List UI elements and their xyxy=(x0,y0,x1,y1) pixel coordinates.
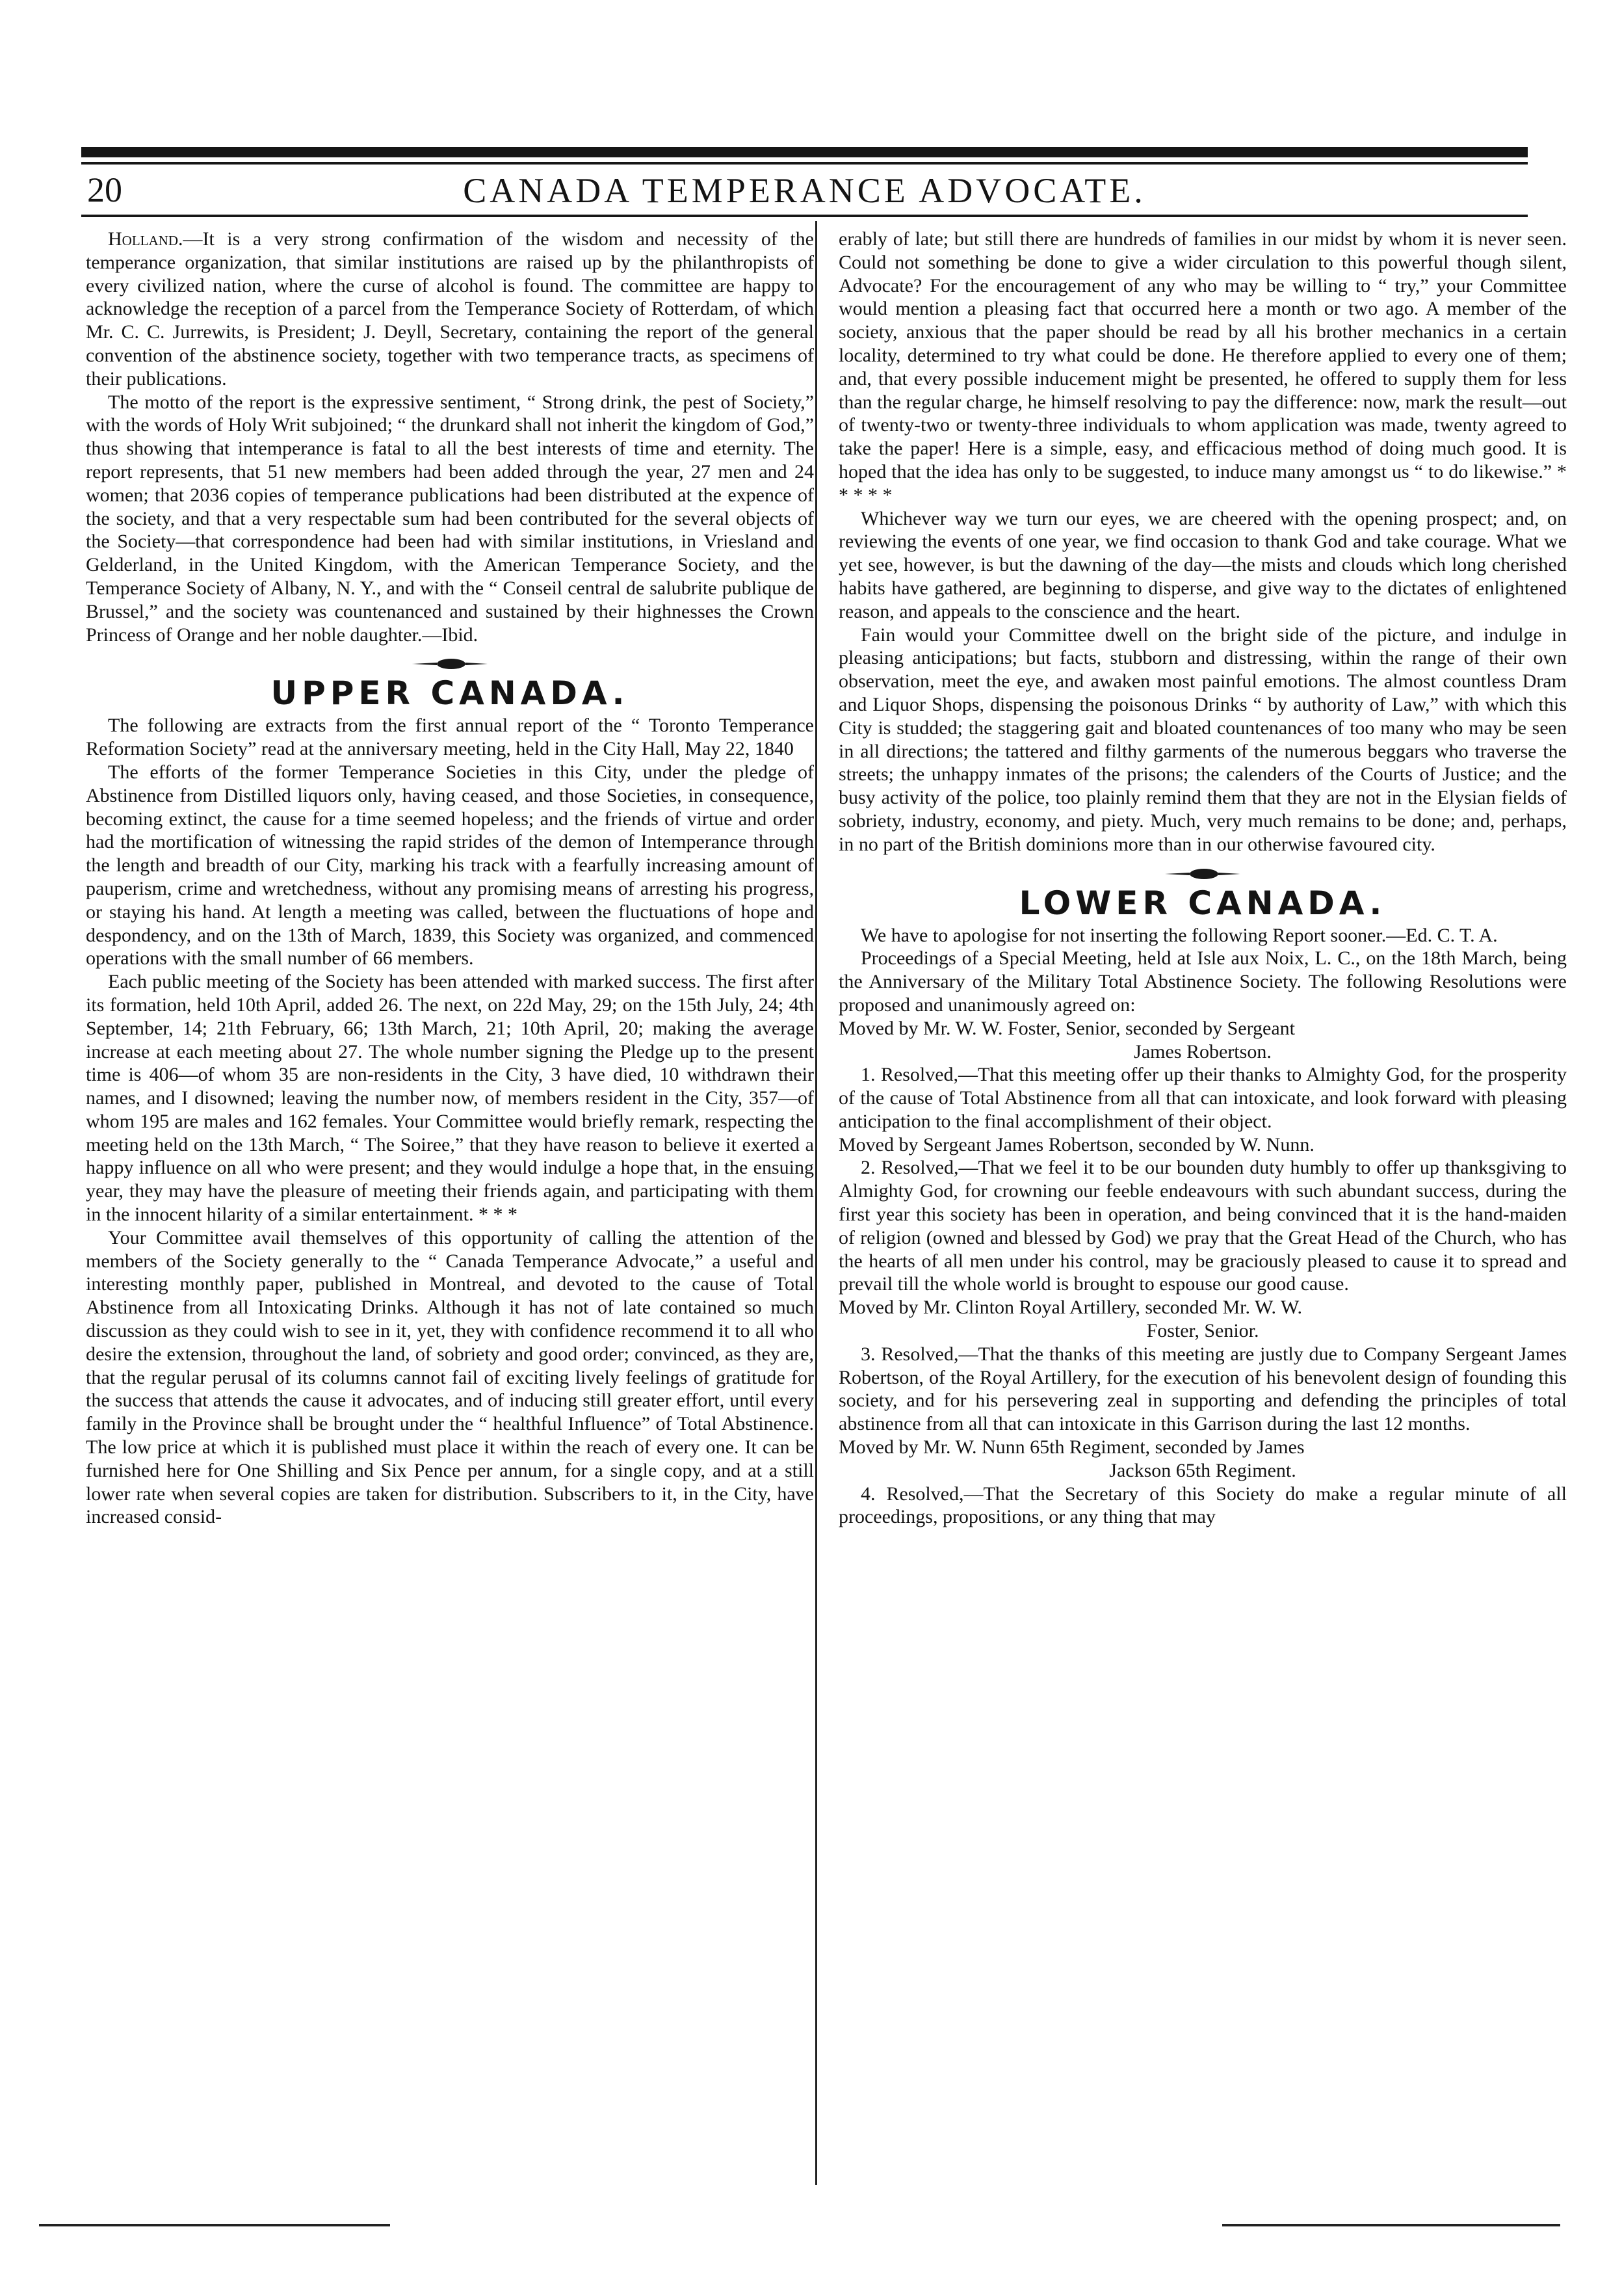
top-thick-rule xyxy=(81,147,1528,157)
motion-line: Moved by Sergeant James Robertson, seconded by W. Nunn. xyxy=(839,1133,1315,1155)
section-heading: LOWER CANADA. xyxy=(1019,884,1387,922)
motion-line: Moved by Mr. W. Nunn 65th Regiment, seconded by James xyxy=(839,1436,1305,1458)
article-paragraph: Fain would your Committee dwell on the bright side of the picture, and indulge in pleasing anticipations; but facts, stubborn and distressing, within the range of their own observation, meet the eye, and awaken most painful emotions. The almost countless Dram and Liquor Shops, dispensing the poisonous Drinks “ by authority of Law,” with which this City is studded; the staggering gait and bloated countenances of too many who may be seen in all directions; the tattered and filthy garments of the numerous beggars who traverse the streets; the unhappy inmates of the prisons; the calenders of the Courts of Justice; and the busy activity of the police, too plainly remind them that they are not in the Elysian fields of sobriety, industry, economy, and piety. Much, very much remains to be done; and, perhaps, in no part of the British dominions more than in our otherwise favoured city. xyxy=(839,624,1567,855)
article-paragraph: Whichever way we turn our eyes, we are cheered with the opening prospect; and, on reviewing the events of one year, we find occasion to thank God and take courage. What we yet see, however, is but the dawning of the day—the mists and clouds which long cherished habits have gathered, are beginning to disperse, and give way to the dictates of enlightened reason, and appeals to the conscience and the heart. xyxy=(839,507,1567,622)
right-column xyxy=(839,228,1567,1529)
top-thin-rule xyxy=(81,162,1528,165)
motion-line: James Robertson. xyxy=(1134,1040,1272,1062)
article-paragraph: The efforts of the former Temperance Societies in this City, under the pledge of Abstinence from Distilled liquors only, having ceased, and those Societies, in consequence, becoming extinct, the cause for a time seemed hopeless; and the friends of virtue and order had the mortification of witnessing the rapid strides of the demon of Intemperance through the length and breadth of our City, marking his track with a fearfully increasing amount of pauperism, crime and wretchedness, without any promising means of arresting his progress, or staying his hand. At length a meeting was called, between the fluctuations of hope and despondency, and on the 13th of March, 1839, this Society was organized, and commenced operations with the small number of 66 members. xyxy=(86,761,814,970)
resolution: 4. Resolved,—That the Secretary of this Society do make a regular minute of all proceedings, propositions, or any thing that may xyxy=(839,1483,1567,1528)
article-lead: Holland. xyxy=(108,228,183,250)
motion-line: Moved by Mr. Clinton Royal Artillery, seconded Mr. W. W. xyxy=(839,1297,1303,1319)
resolution: 2. Resolved,—That we feel it to be our bounden duty humbly to offer up thanksgiving to Almighty God, for crowning our feeble endeavours with such abundant success, during the first year this society has been in operation, and being convinced that it is the hand-maiden of religion (owned and blessed by God) we pray that the Great Head of the Church, who has the hearts of all men under his control, may be graciously pleased to cause it to spread and prevail till the whole world is brought to espouse our good cause. xyxy=(839,1157,1567,1295)
motion-line: Foster, Senior. xyxy=(1146,1320,1259,1342)
masthead-title: CANADA TEMPERANCE ADVOCATE. xyxy=(463,171,1146,210)
resolution: 3. Resolved,—That the thanks of this meeting are justly due to Company Sergeant James Robertson, of the Royal Artillery, for the execution of his benevolent design of founding this society, and for his persevering zeal in supporting and defending the principles of total abstinence from all that can intoxicate in this Garrison during the last 12 months. xyxy=(839,1343,1567,1435)
article-paragraph: erably of late; but still there are hundreds of families in our midst by whom it is never seen. Could not something be done to give a wider circulation to this powerful though silent, Advocate? For the encouragement of any who may be willing to “ try,” your Committee would mention a pleasing fact that occurred here a month or two ago. A member of the society, anxious that the paper should be read by all his brother mechanics in a certain locality, determined to try what could be done. He therefore applied to every one of them; and, that every possible inducement might be presented, he offered to supply them for less than the regular charge, he himself resolving to pay the difference: now, mark the result—out of twenty-two or twenty-three individuals to whom application was made, twenty agreed to take the paper! Here is a simple, easy, and efficacious method of doing much good. It is hoped that the idea has only to be suggested, to induce many amongst us “ to do likewise.” * * * * * xyxy=(839,228,1567,506)
article-paragraph: The following are extracts from the first annual report of the “ Toronto Temperance Reformation Society” read at the anniversary meeting, held in the City Hall, May 22, 1840 xyxy=(86,715,814,760)
resolution: 1. Resolved,—That this meeting offer up their thanks to Almighty God, for the prosperity of the cause of Total Abstinence from all that can intoxicate, and look forward with pleasing anticipation to the final accomplishment of their object. xyxy=(839,1064,1567,1132)
article-paragraph: Each public meeting of the Society has been attended with marked success. The first after its formation, held 10th April, added 26. The next, on 22d May, 29; on the 15th July, 24; 4th September, 14; 21th February, 66; 13th March, 21; 10th April, 20; making the average increase at each meeting about 27. The whole number signing the Pledge up to the present time is 406—of whom 35 are non-residents in the City, 3 have died, 10 withdrawn their names, and I disowned; leaving the number now, of members resident in the City, 357—of whom 195 are males and 162 females. Your Committee would briefly remark, respecting the meeting held on the 13th March, “ The Soiree,” that they have reason to believe it exerted a happy influence on all who were present; and they would indulge a hope that, in the ensuing year, they may have the pleasure of meeting their friends again, and participating with them in the innocent hilarity of a similar entertainment. * * * xyxy=(86,971,814,1226)
page-number: 20 xyxy=(87,170,122,209)
editor-note: We have to apologise for not inserting the following Report sooner.—Ed. C. T. A. xyxy=(861,924,1498,946)
header-rule xyxy=(81,215,1528,217)
motion-line: Moved by Mr. W. W. Foster, Senior, seconded by Sergeant xyxy=(839,1017,1295,1039)
article-paragraph: Proceedings of a Special Meeting, held at Isle aux Noix, L. C., on the 18th March, being the Anniversary of the Military Total Abstinence Society. The following Resolutions were proposed and unanimously agreed on: xyxy=(839,947,1567,1016)
article-paragraph: The motto of the report is the expressive sentiment, “ Strong drink, the pest of Society,” with the words of Holy Writ subjoined; “ the drunkard shall not inherit the kingdom of God,” thus showing that intemperance is fatal to all the best interests of time and eternity. The report represents, that 51 new members had been added through the year, 27 men and 24 women; that 2036 copies of temperance publications had been distributed at the expence of the society, and that a very respectable sum had been contributed for the several objects of the Society—that correspondence had been had with similar institutions, in Vriesland and Gelderland, in the United Kingdom, with the American Temperance Society, and the Temperance Society of Albany, N. Y., and with the “ Conseil central de salubrite publique de Brussel,” and the society was countenanced and sustained by their highnesses the Crown Princess of Orange and her noble daughter.—Ibid. xyxy=(86,391,814,646)
footer-rule-right xyxy=(1222,2224,1560,2226)
pointing-hand-icon xyxy=(1164,867,1242,881)
motion-line: Jackson 65th Regiment. xyxy=(1109,1459,1296,1481)
footer-rule-left xyxy=(39,2224,390,2226)
article-paragraph: Your Committee avail themselves of this opportunity of calling the attention of the members of the Society generally to the “ Canada Temperance Advocate,” a useful and interesting monthly paper, published in Montreal, and devoted to the cause of Total Abstinence from all Intoxicating Drinks. Although it has not of late contained so much discussion as they could wish to see in it, yet, they with confidence recommend it to all who desire the extension, throughout the land, of sobriety and good order; convinced, as they are, that the regular perusal of its columns cannot fail of exciting lively feelings of gratitude for the success that attends the cause it advocates, and of inducing still greater effort, until every family in the Province shall be brought under the “ healthful Influence” of Total Abstinence. The low price at which it is published must place it within the reach of every one. It can be furnished here for One Shilling and Six Pence per annum, for a single copy, and at a still lower rate when several copies are taken for distribution. Subscribers to it, in the City, have increased consid- xyxy=(86,1226,814,1528)
left-column xyxy=(86,228,814,1529)
section-heading: UPPER CANADA. xyxy=(270,674,629,713)
article-paragraph: Holland.—It is a very strong confirmation of the wisdom and necessity of the temperance organization, that similar institutions are raised up by the philanthropists of every civilized nation, where the curse of alcohol is found. The committee are happy to acknowledge the reception of a parcel from the Temperance Society of Rotterdam, of which Mr. C. C. Jurrewits, is President; J. Deyll, Secretary, containing the report of the general convention of the abstinence society, together with two temperance tracts, as specimens of their publications. xyxy=(86,228,814,389)
pointing-hand-icon xyxy=(411,657,489,671)
column-divider xyxy=(815,221,817,2185)
